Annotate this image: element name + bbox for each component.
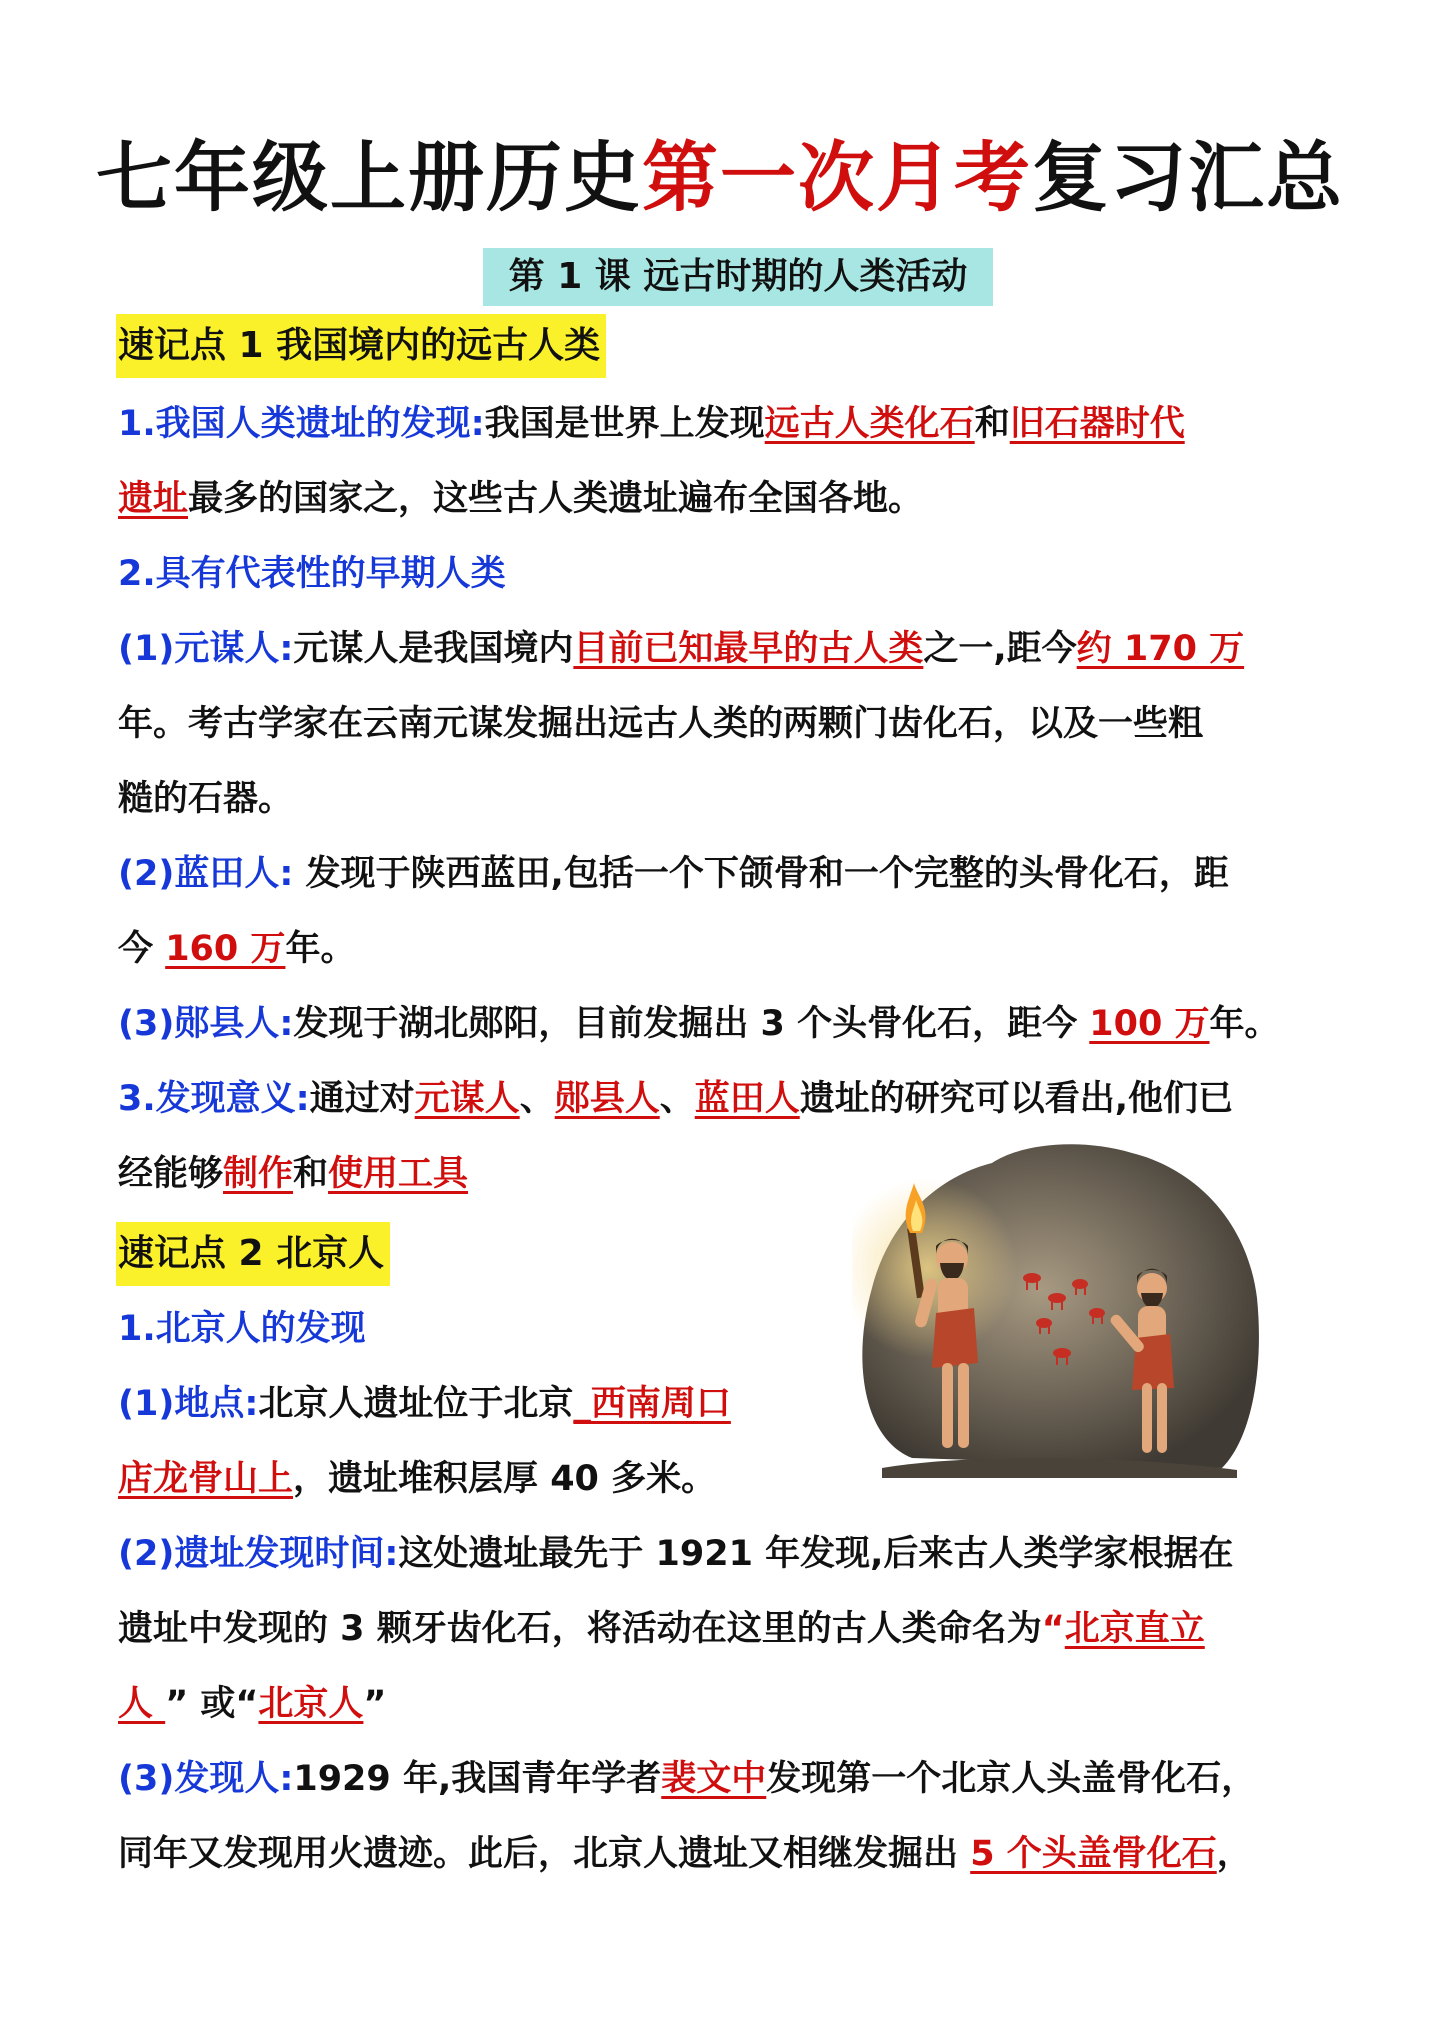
p5-line1 — [118, 1003, 1280, 1045]
p4-text-3: 年。 — [285, 929, 356, 969]
p10-key-2: 5 个头盖骨化石 — [970, 1834, 1217, 1874]
p3-text-4: 糙的石器。 — [118, 779, 294, 819]
p3-text-3: 年。考古学家在云南元谋发掘出远古人类的两颗门齿化石，以及一些粗 — [118, 704, 1204, 744]
p5-key-1: 100 万 — [1089, 1004, 1210, 1044]
p4-line2 — [118, 928, 355, 970]
p3-text-2: 之一,距今 — [923, 629, 1077, 669]
p10-key-1: 裴文中 — [661, 1759, 767, 1799]
p3-line2 — [118, 703, 1203, 745]
p8-key-1: _西南周口 — [573, 1384, 731, 1424]
p10-line1 — [118, 1758, 1256, 1800]
p4-text: 发现于陕西蓝田,包括一个下颌骨和一个完整的头骨化石，距 — [293, 854, 1229, 894]
p9-line1 — [118, 1533, 1233, 1575]
p9-text: 这处遗址最先于 1921 年发现,后来古人类学家根据在 — [398, 1534, 1234, 1574]
p1-text-2: 和 — [974, 404, 1010, 444]
p9-quote-open-2: “ — [235, 1684, 259, 1724]
p9-quote-close: ” — [165, 1684, 189, 1724]
p6-key-4: 制作 — [223, 1154, 294, 1194]
cave-people-illustration — [852, 1138, 1262, 1488]
p1-line2 — [118, 478, 923, 520]
p1-key-2: 旧石器时代 — [1009, 404, 1185, 444]
p8-line1 — [118, 1383, 731, 1425]
p9-key-2: 人 — [118, 1684, 166, 1724]
p6-key-2: 郧县人 — [554, 1079, 660, 1119]
p7-head: 1.北京人的发现 — [118, 1309, 366, 1349]
p6-line2 — [118, 1153, 468, 1195]
p4-text-2: 今 — [118, 929, 166, 969]
p9-quote-close-2: ” — [363, 1684, 387, 1724]
p6-sep-1: 、 — [519, 1079, 555, 1119]
p5-text: 发现于湖北郧阳，目前发掘出 3 个头骨化石，距今 — [293, 1004, 1090, 1044]
p6-text-4: 和 — [293, 1154, 329, 1194]
p6-key-3: 蓝田人 — [694, 1079, 800, 1119]
p9-line2 — [118, 1608, 1205, 1650]
p6-text: 通过对 — [309, 1079, 415, 1119]
p5-head: (3)郧县人: — [118, 1004, 294, 1044]
p1-text: 我国是世界上发现 — [484, 404, 765, 444]
p1-key-1: 远古人类化石 — [764, 404, 975, 444]
p8-head: (1)地点: — [118, 1384, 259, 1424]
p3-key-2: 约 170 万 — [1076, 629, 1245, 669]
p1-text-3: 最多的国家之，这些古人类遗址遍布全国各地。 — [188, 479, 924, 519]
p2-head: 2.具有代表性的早期人类 — [118, 554, 506, 594]
page-title — [0, 133, 1440, 222]
p4-line1 — [118, 853, 1229, 895]
p9-key-3: 北京人 — [258, 1684, 364, 1724]
p8-line2 — [118, 1458, 716, 1500]
p4-key-1: 160 万 — [165, 929, 286, 969]
p10-head: (3)发现人: — [118, 1759, 294, 1799]
p3-key-1: 目前已知最早的古人类 — [573, 629, 924, 669]
title-pre: 七年级上册历史 — [96, 133, 642, 222]
p9-head: (2)遗址发现时间: — [118, 1534, 399, 1574]
p10-text: 1929 年,我国青年学者 — [293, 1759, 662, 1799]
p6-head: 3.发现意义: — [118, 1079, 310, 1119]
p6-line1 — [118, 1078, 1233, 1120]
p3-head: (1)元谋人: — [118, 629, 294, 669]
p4-head: (2)蓝田人: — [118, 854, 294, 894]
p2-line1 — [118, 553, 506, 595]
p1-key-3: 遗址 — [118, 479, 189, 519]
p5-text-2: 年。 — [1209, 1004, 1280, 1044]
p10-line2 — [118, 1833, 1252, 1875]
p1-head: 1.我国人类遗址的发现: — [118, 404, 485, 444]
p9-text-3: 或 — [188, 1684, 236, 1724]
title-highlight: 第一次月考 — [642, 133, 1032, 222]
p9-line3 — [118, 1683, 386, 1725]
p8-text: 北京人遗址位于北京 — [258, 1384, 574, 1424]
p3-line1 — [118, 628, 1244, 670]
p6-key-5: 使用工具 — [328, 1154, 469, 1194]
p1-line1 — [118, 403, 1185, 445]
p10-text-2: 发现第一个北京人头盖骨化石， — [766, 1759, 1257, 1799]
p10-text-3: 同年又发现用火遗迹。此后，北京人遗址又相继发掘出 — [118, 1834, 971, 1874]
p3-line3 — [118, 778, 293, 820]
p6-text-2: 遗址的研究可以看出,他们已 — [799, 1079, 1234, 1119]
p3-text: 元谋人是我国境内 — [293, 629, 574, 669]
p9-key-1: 北京直立 — [1064, 1609, 1205, 1649]
p8-key-2: 店龙骨山上 — [118, 1459, 294, 1499]
p6-text-3: 经能够 — [118, 1154, 224, 1194]
p9-text-2: 遗址中发现的 3 颗牙齿化石，将活动在这里的古人类命名为 — [118, 1609, 1042, 1649]
p8-text-2: ，遗址堆积层厚 40 多米。 — [293, 1459, 717, 1499]
p6-sep-2: 、 — [659, 1079, 695, 1119]
p7-line1 — [118, 1308, 366, 1350]
p10-text-4: ， — [1216, 1834, 1252, 1874]
section-1-label: 速记点 1 我国境内的远古人类 — [116, 314, 606, 378]
lesson-heading: 第 1 课 远古时期的人类活动 — [483, 248, 993, 306]
section-2-label: 速记点 2 北京人 — [116, 1222, 390, 1286]
p9-quote-open: “ — [1041, 1609, 1065, 1649]
p6-key-1: 元谋人 — [414, 1079, 520, 1119]
title-post: 复习汇总 — [1032, 133, 1344, 222]
